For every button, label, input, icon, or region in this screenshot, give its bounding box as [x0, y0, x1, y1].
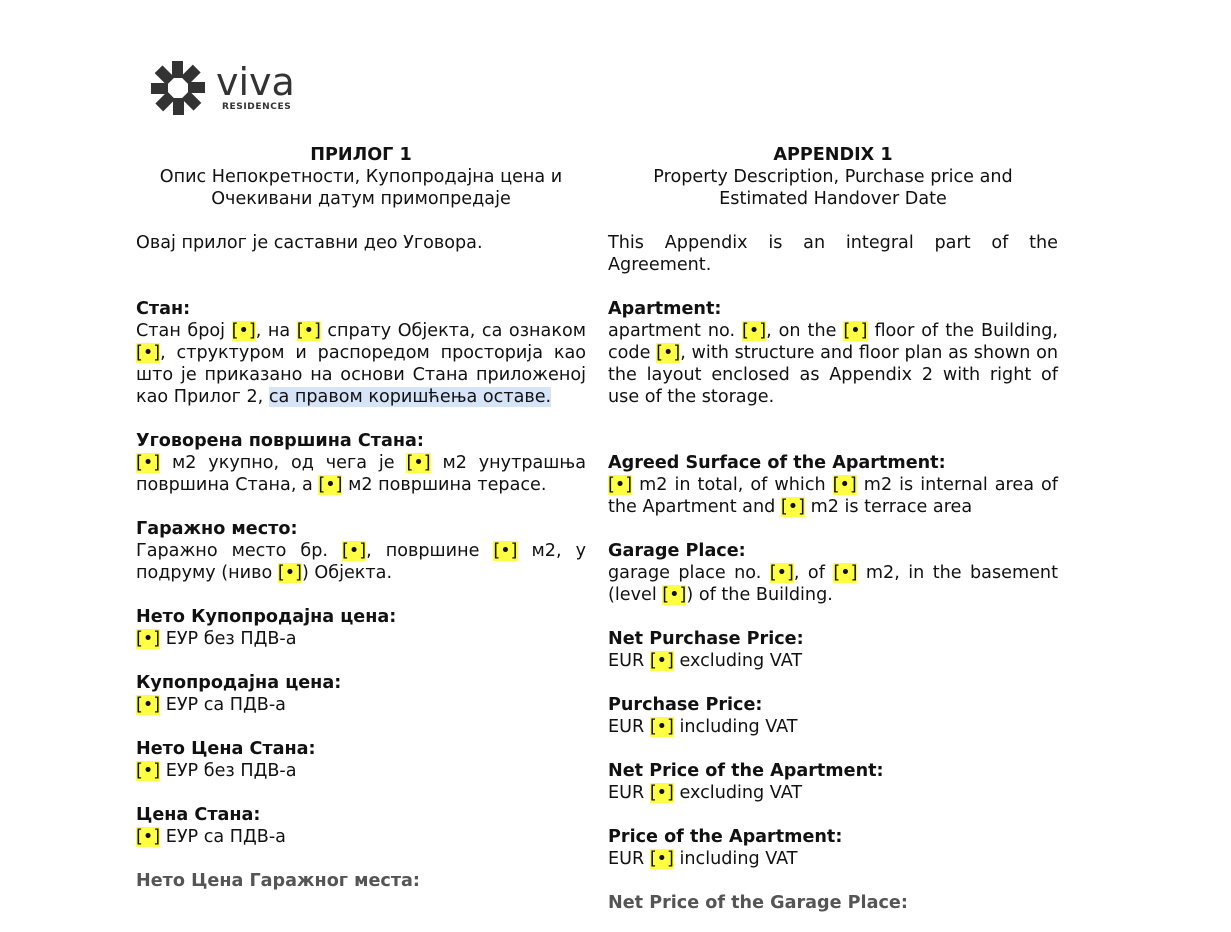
section-heading: Net Price of the Apartment: [608, 761, 884, 781]
section-heading: Уговорена површина Стана: [136, 431, 424, 451]
section-body: EUR [•] excluding VAT [608, 783, 803, 803]
cutoff-heading-en: Net Price of the Garage Place: [608, 893, 908, 913]
apartment-section-sr [136, 298, 586, 408]
section-heading: Net Purchase Price: [608, 629, 804, 649]
placeholder-field[interactable]: [•] [493, 541, 518, 561]
appendix-subtitle-en-line2: Estimated Handover Date [719, 189, 947, 209]
logo-wordmark: viva [216, 60, 295, 104]
placeholder-field[interactable]: [•] [742, 321, 767, 341]
apartment-section-en [608, 298, 1058, 408]
section-body: EUR [•] including VAT [608, 849, 798, 869]
placeholder-field[interactable]: [•] [662, 585, 687, 605]
net-apartment-price-en [608, 760, 1058, 804]
placeholder-field[interactable]: [•] [833, 563, 858, 583]
placeholder-field[interactable]: [•] [649, 783, 674, 803]
appendix-subtitle-sr-line1: Опис Непокретности, Купопродајна цена и [159, 167, 563, 187]
net-purchase-price-sr [136, 606, 586, 650]
placeholder-field[interactable]: [•] [136, 343, 161, 363]
placeholder-field[interactable]: [•] [656, 343, 681, 363]
placeholder-field[interactable]: [•] [136, 453, 161, 473]
section-body: [•] ЕУР са ПДВ-а [136, 827, 286, 847]
net-purchase-price-en [608, 628, 1058, 672]
placeholder-field[interactable]: [•] [832, 475, 857, 495]
section-body: EUR [•] including VAT [608, 717, 798, 737]
placeholder-field[interactable]: [•] [780, 497, 805, 517]
section-body: Гаражно место бр. [•], површине [•] м2, у подруму (ниво [•]) Објекта. [136, 541, 587, 583]
cutoff-heading-sr: Нето Цена Гаражног места: [136, 871, 420, 891]
section-heading: Купопродајна цена: [136, 673, 342, 693]
placeholder-field[interactable]: [•] [231, 321, 256, 341]
company-logo [148, 58, 295, 118]
placeholder-field[interactable]: [•] [136, 827, 161, 847]
appendix-title-en: APPENDIX 1 [773, 145, 893, 165]
garage-section-en [608, 540, 1058, 606]
section-heading: Price of the Apartment: [608, 827, 843, 847]
apartment-price-en [608, 826, 1058, 870]
apartment-price-sr [136, 804, 586, 848]
placeholder-field[interactable]: [•] [649, 651, 674, 671]
section-heading: Garage Place: [608, 541, 746, 561]
placeholder-field[interactable]: [•] [277, 563, 302, 583]
purchase-price-en [608, 694, 1058, 738]
placeholder-field[interactable]: [•] [136, 761, 161, 781]
section-body: EUR [•] excluding VAT [608, 651, 803, 671]
section-body: [•] м2 укупно, од чега је [•] м2 унутрашња површина Стана, а [•] м2 површина терасе. [136, 453, 586, 495]
serbian-column [136, 144, 586, 910]
appendix-subtitle-sr-line2: Очекивани датум примопредаје [211, 189, 511, 209]
intro-sr: Овај прилог је саставни део Уговора. [136, 233, 483, 253]
section-heading: Нето Купопродајна цена: [136, 607, 397, 627]
garage-section-sr [136, 518, 586, 584]
appendix-title-sr: ПРИЛОГ 1 [310, 145, 412, 165]
net-apartment-price-sr [136, 738, 586, 782]
placeholder-field[interactable]: [•] [843, 321, 868, 341]
placeholder-field[interactable]: [•] [406, 453, 431, 473]
section-heading: Нето Цена Стана: [136, 739, 316, 759]
placeholder-field[interactable]: [•] [136, 629, 161, 649]
placeholder-field[interactable]: [•] [649, 849, 674, 869]
section-heading: Цена Стана: [136, 805, 261, 825]
placeholder-field[interactable]: [•] [769, 563, 794, 583]
section-heading: Agreed Surface of the Apartment: [608, 453, 946, 473]
placeholder-field[interactable]: [•] [342, 541, 367, 561]
placeholder-field[interactable]: [•] [136, 695, 161, 715]
selected-text[interactable]: са правом коришћења оставе. [268, 387, 552, 407]
logo-subtitle: RESIDENCES [222, 102, 292, 112]
placeholder-field[interactable]: [•] [318, 475, 343, 495]
english-column [608, 144, 1058, 932]
surface-section-en [608, 452, 1058, 518]
purchase-price-sr [136, 672, 586, 716]
section-body: [•] ЕУР без ПДВ-а [136, 629, 297, 649]
placeholder-field[interactable]: [•] [608, 475, 633, 495]
section-body: [•] ЕУР са ПДВ-а [136, 695, 286, 715]
placeholder-field[interactable]: [•] [649, 717, 674, 737]
surface-section-sr [136, 430, 586, 496]
placeholder-field[interactable]: [•] [296, 321, 321, 341]
logo-text [216, 60, 295, 112]
section-body: garage place no. [•], of [•] m2, in the basement (level [•]) of the Building. [608, 563, 1058, 605]
section-body: apartment no. [•], on the [•] floor of the Building, code [•], with structure and floor plan as shown on the layout enclosed as Appendix 2 with right of use of the storage. [608, 321, 1059, 407]
section-heading: Гаражно место: [136, 519, 298, 539]
section-body: Стан број [•], на [•] спрату Објекта, са ознаком [•], структуром и распоредом просторија као што је приказано на основи Стана приложеној као Прилог 2, са правом коришћења оставе. [136, 321, 586, 407]
section-heading: Purchase Price: [608, 695, 763, 715]
section-body: [•] m2 in total, of which [•] m2 is internal area of the Apartment and [•] m2 is terrace area [608, 475, 1058, 517]
section-heading: Стан: [136, 299, 191, 319]
section-heading: Apartment: [608, 299, 722, 319]
section-body: [•] ЕУР без ПДВ-а [136, 761, 297, 781]
appendix-subtitle-en-line1: Property Description, Purchase price and [653, 167, 1013, 187]
viva-star-icon [148, 58, 208, 118]
intro-en: This Appendix is an integral part of the Agreement. [608, 233, 1058, 275]
